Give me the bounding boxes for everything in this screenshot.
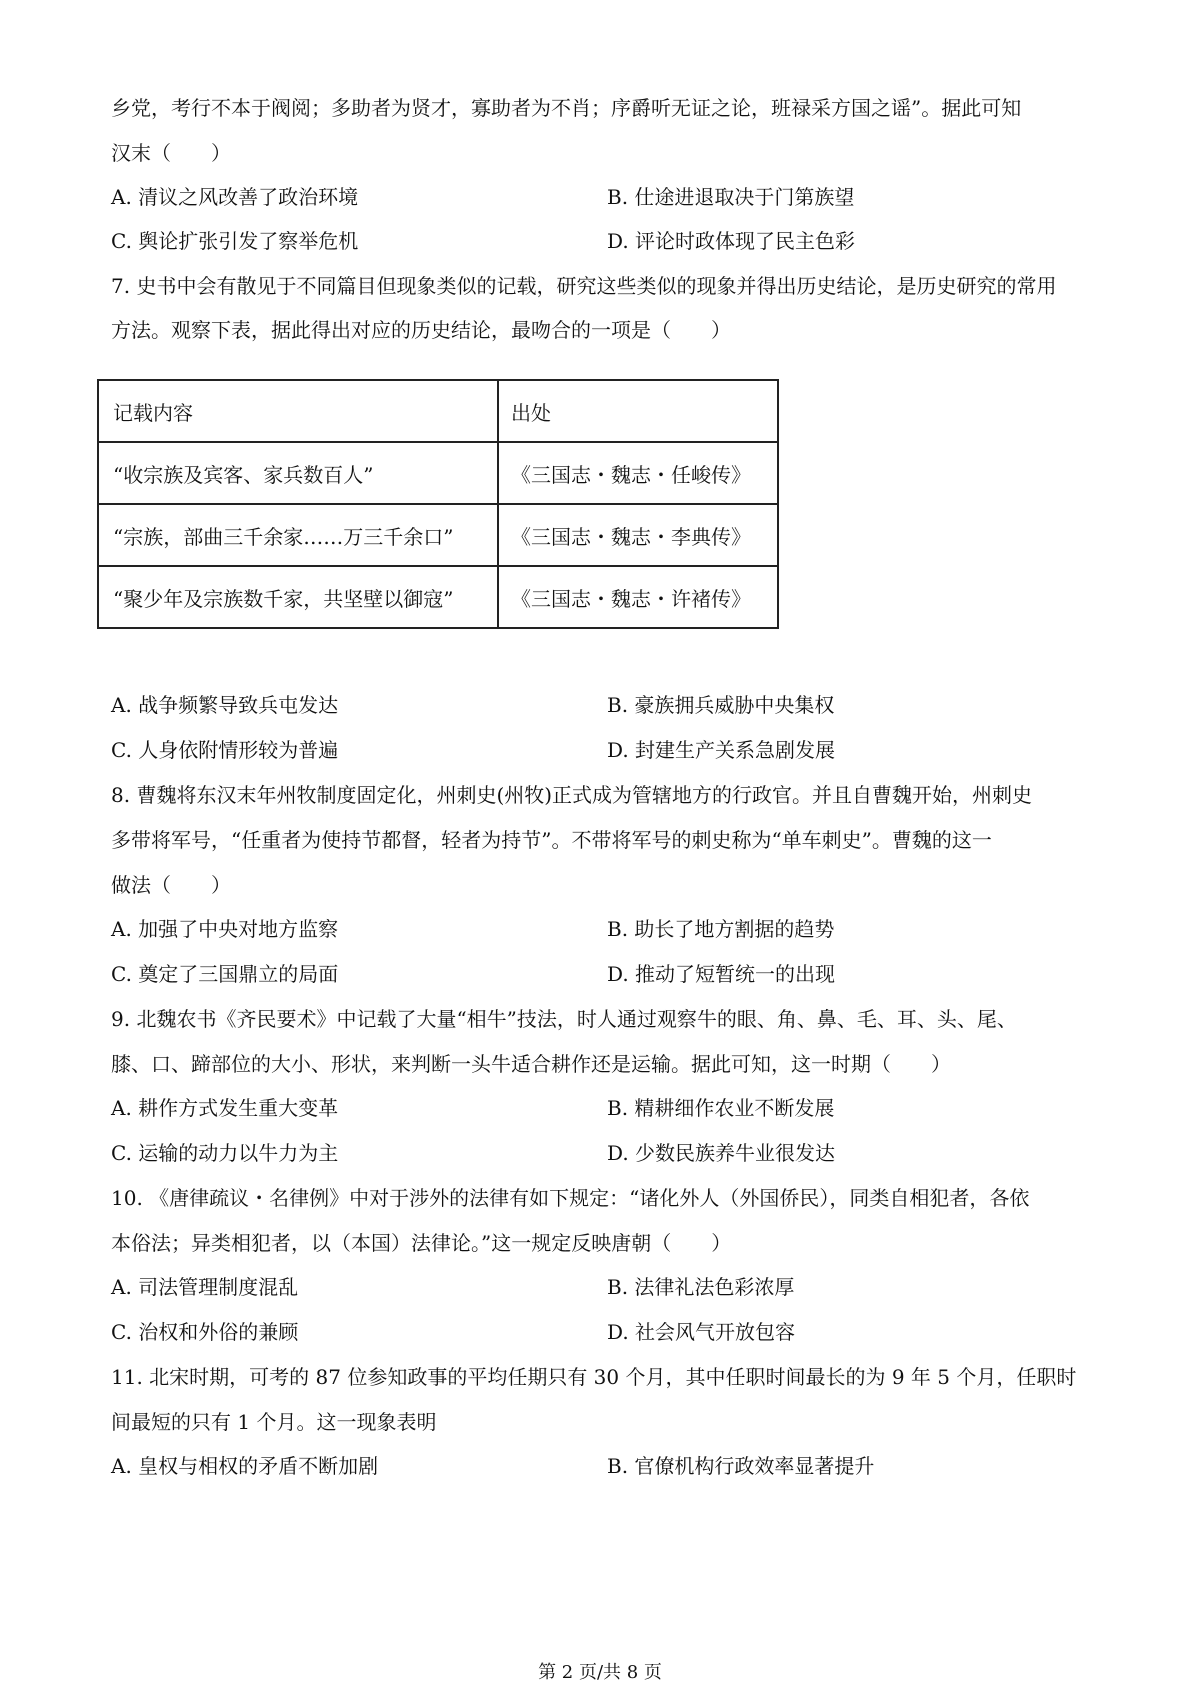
question-10-option-b: B. 法律礼法色彩浓厚 bbox=[607, 1275, 795, 1299]
question-6-text-line-1: 乡党，考行不本于阀阅；多助者为贤才，寡助者为不肖；序爵听无证之论，班禄采方国之谣”。据此可知 bbox=[111, 96, 1022, 120]
table-cell-source: 《三国志・魏志・李典传》 bbox=[498, 504, 778, 566]
table-header-row bbox=[98, 380, 778, 442]
question-7-option-a: A. 战争频繁导致兵屯发达 bbox=[111, 693, 339, 717]
question-8-text-line-2: 多带将军号，“任重者为使持节都督，轻者为持节”。不带将军号的刺史称为“单车刺史”。曹魏的这一 bbox=[111, 828, 992, 852]
question-11-text-line-2: 间最短的只有 1 个月。这一现象表明 bbox=[111, 1410, 437, 1434]
question-6-option-b: B. 仕途进退取决于门第族望 bbox=[607, 185, 855, 209]
table-header-content: 记载内容 bbox=[98, 380, 498, 442]
table-row bbox=[98, 566, 778, 628]
question-7-option-b: B. 豪族拥兵威胁中央集权 bbox=[607, 693, 835, 717]
question-7-text-line-1: 7. 史书中会有散见于不同篇目但现象类似的记载，研究这些类似的现象并得出历史结论，是历史研究的常用 bbox=[111, 274, 1057, 298]
table-cell-content: “宗族，部曲三千余家……万三千余口” bbox=[98, 504, 498, 566]
question-7-text-line-2: 方法。观察下表，据此得出对应的历史结论，最吻合的一项是（ ） bbox=[111, 318, 731, 342]
question-8-option-a: A. 加强了中央对地方监察 bbox=[111, 917, 339, 941]
question-9-option-d: D. 少数民族养牛业很发达 bbox=[607, 1141, 836, 1165]
question-9-option-c: C. 运输的动力以牛力为主 bbox=[111, 1141, 339, 1165]
question-10-option-c: C. 治权和外俗的兼顾 bbox=[111, 1320, 299, 1344]
question-10-option-d: D. 社会风气开放包容 bbox=[607, 1320, 796, 1344]
records-table bbox=[97, 379, 779, 629]
question-9-text-line-2: 膝、口、蹄部位的大小、形状，来判断一头牛适合耕作还是运输。据此可知，这一时期（ ） bbox=[111, 1052, 951, 1076]
table-cell-content: “聚少年及宗族数千家，共坚壁以御寇” bbox=[98, 566, 498, 628]
question-11-option-a: A. 皇权与相权的矛盾不断加剧 bbox=[111, 1454, 379, 1478]
table-row bbox=[98, 504, 778, 566]
question-8-text-line-3: 做法（ ） bbox=[111, 873, 231, 897]
table-cell-content: “收宗族及宾客、家兵数百人” bbox=[98, 442, 498, 504]
question-10-text-line-1: 10. 《唐律疏议・名律例》中对于涉外的法律有如下规定：“诸化外人（外国侨民），同类自相犯者，各依 bbox=[111, 1186, 1030, 1210]
question-6-text-line-2: 汉末（ ） bbox=[111, 141, 231, 165]
question-7-option-c: C. 人身依附情形较为普遍 bbox=[111, 738, 339, 762]
question-6-option-c: C. 舆论扩张引发了察举危机 bbox=[111, 229, 359, 253]
question-11-text-line-1: 11. 北宋时期，可考的 87 位参知政事的平均任期只有 30 个月，其中任职时间最长的为 9 年 5 个月，任职时 bbox=[111, 1365, 1077, 1389]
question-6-option-a: A. 清议之风改善了政治环境 bbox=[111, 185, 359, 209]
question-11-option-b: B. 官僚机构行政效率显著提升 bbox=[607, 1454, 875, 1478]
question-10-option-a: A. 司法管理制度混乱 bbox=[111, 1275, 299, 1299]
question-9-option-a: A. 耕作方式发生重大变革 bbox=[111, 1096, 339, 1120]
page-number: 第 2 页/共 8 页 bbox=[538, 1662, 662, 1683]
question-7-option-d: D. 封建生产关系急剧发展 bbox=[607, 738, 836, 762]
table-row bbox=[98, 442, 778, 504]
table-cell-source: 《三国志・魏志・许褚传》 bbox=[498, 566, 778, 628]
question-8-option-c: C. 奠定了三国鼎立的局面 bbox=[111, 962, 339, 986]
question-10-text-line-2: 本俗法；异类相犯者，以（本国）法律论。”这一规定反映唐朝（ ） bbox=[111, 1231, 732, 1255]
question-8-option-b: B. 助长了地方割据的趋势 bbox=[607, 917, 835, 941]
question-8-option-d: D. 推动了短暂统一的出现 bbox=[607, 962, 836, 986]
question-9-option-b: B. 精耕细作农业不断发展 bbox=[607, 1096, 835, 1120]
question-6-option-d: D. 评论时政体现了民主色彩 bbox=[607, 229, 856, 253]
table-cell-source: 《三国志・魏志・任峻传》 bbox=[498, 442, 778, 504]
question-8-text-line-1: 8. 曹魏将东汉末年州牧制度固定化，州刺史(州牧)正式成为管辖地方的行政官。并且自曹魏开始，州刺史 bbox=[111, 783, 1033, 807]
table-header-source: 出处 bbox=[498, 380, 778, 442]
question-9-text-line-1: 9. 北魏农书《齐民要术》中记载了大量“相牛”技法，时人通过观察牛的眼、角、鼻、毛、耳、头、尾、 bbox=[111, 1007, 1017, 1031]
